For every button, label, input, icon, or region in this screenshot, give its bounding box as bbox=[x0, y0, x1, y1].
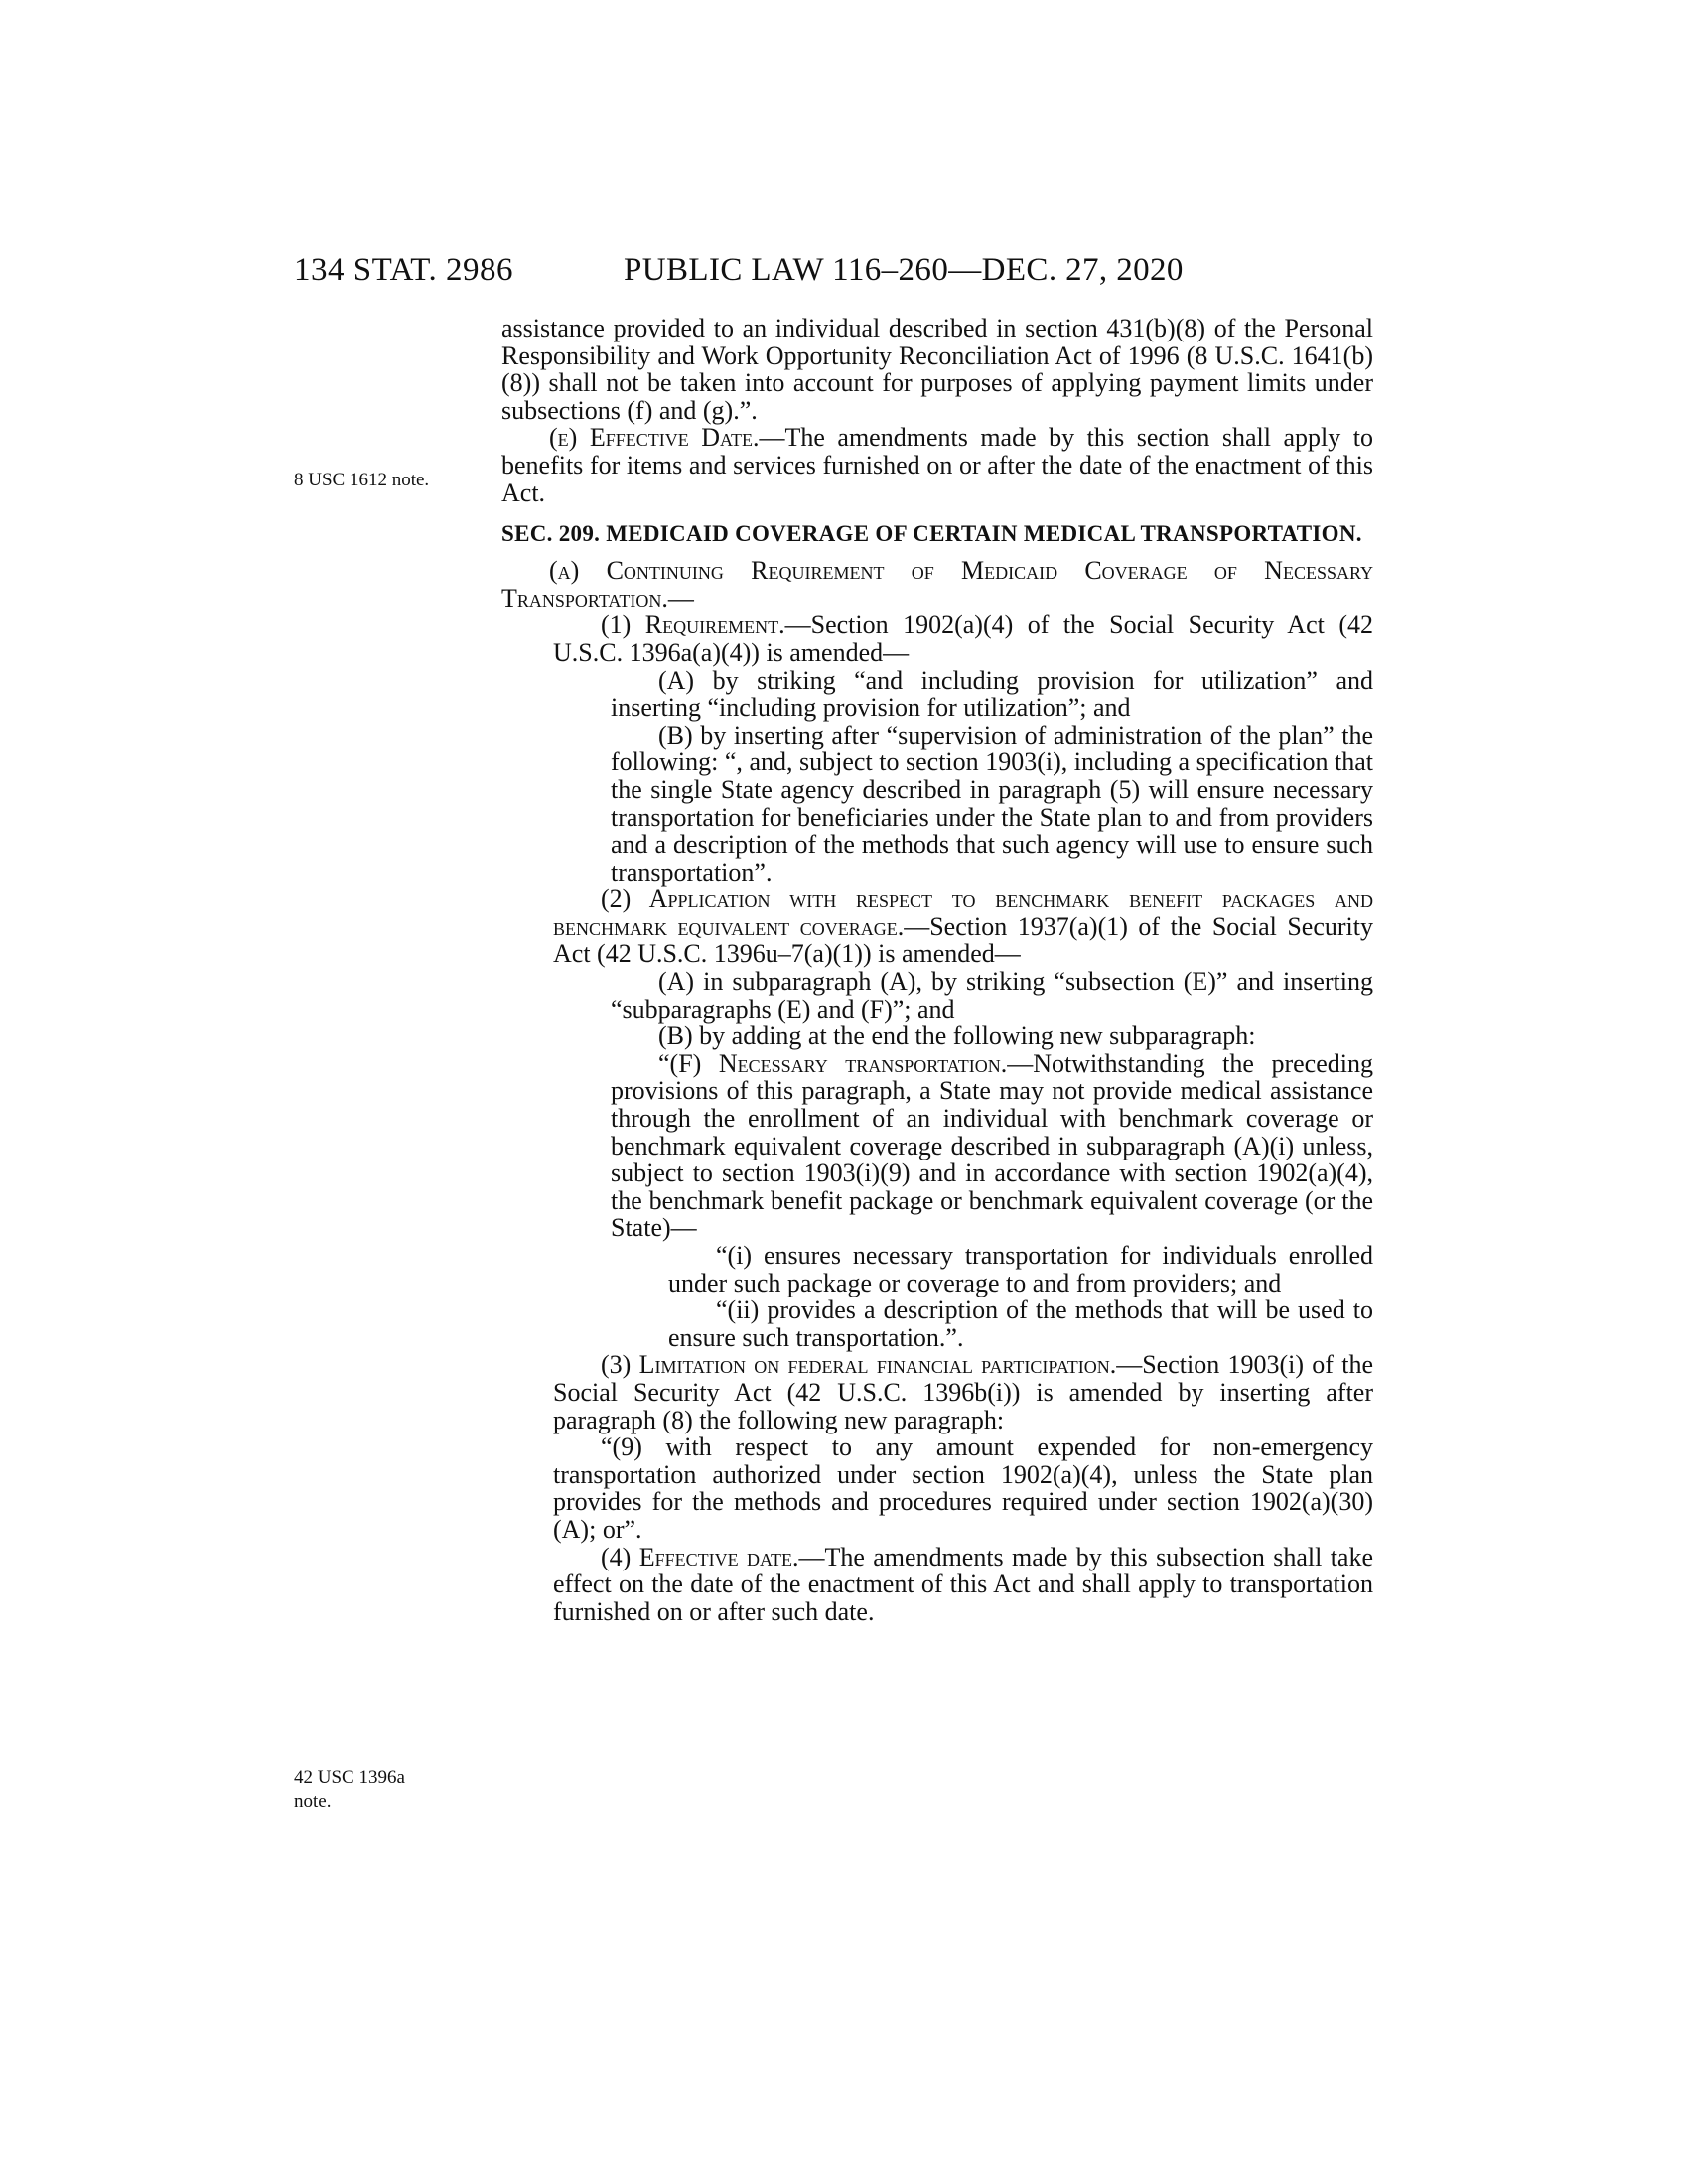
paragraph-a1-label: (1) Requirement bbox=[601, 611, 779, 640]
subsection-e-effective-date bbox=[501, 424, 1373, 506]
paragraph-a2-text: .—Section 1937(a)(1) of the Social Security Act (42 U.S.C. 1396u–7(a)(1)) is amended— bbox=[553, 911, 1373, 969]
paragraph-a1-text: .—Section 1902(a)(4) of the Social Security Act (42 U.S.C. 1396a(a)(4)) is amended— bbox=[553, 611, 1373, 667]
paragraph-a4-label: (4) Effective date bbox=[601, 1542, 792, 1571]
subparagraph-F-label: “(F) Necessary transportation bbox=[658, 1048, 1001, 1078]
subparagraph-F-text: .—Notwithstanding the preceding provisions of this paragraph, a State may not provide medical assistance through the enrollment of an individual with benchmark coverage or benchmark equivalent coverage described in subparagraph (A)(i) unless, subject to section 1903(i)(9) and in accordance with section 1902(a)(4), the benchmark benefit package or benchmark equivalent coverage (or the State)— bbox=[611, 1048, 1373, 1243]
subsection-e-label: (e) Effective Date bbox=[549, 423, 753, 453]
margin-note-line: 42 USC 1396a bbox=[294, 1767, 405, 1788]
paragraph-continuation: assistance provided to an individual described in section 431(b)(8) of the Personal Responsibility and Work Opportunity Reconciliation Act of 1996 (8 U.S.C. 1641(b)(8)) shall not be taken into account for purposes of applying payment limits under subsections (f) and (g).”. bbox=[501, 314, 1373, 425]
clause-i: “(i) ensures necessary transportation for individuals enrolled under such package or coverage to and from providers; and bbox=[668, 1241, 1373, 1297]
paragraph-a2-label: (2) Application with respect to benchmark benefit packages and benchmark equivalent coverage bbox=[553, 885, 1373, 941]
margin-note-line: note. bbox=[294, 1791, 332, 1812]
paragraph-a2 bbox=[501, 886, 1373, 968]
public-law-citation: PUBLIC LAW 116–260—DEC. 27, 2020 bbox=[624, 252, 1184, 288]
subparagraph-F-necessary-transportation bbox=[501, 1050, 1373, 1242]
margin-note-usc-1612: 8 USC 1612 note. bbox=[294, 470, 430, 490]
stat-page-number: 134 STAT. 2986 bbox=[294, 252, 514, 288]
section-209-heading: SEC. 209. MEDICAID COVERAGE OF CERTAIN MEDICAL TRANSPORTATION. bbox=[501, 521, 1362, 547]
paragraph-9-inserted: “(9) with respect to any amount expended for non-emergency transportation authorized under section 1902(a)(4), unless the State plan provides for the methods and procedures required under section 1902(a)(30)(A); or”. bbox=[553, 1433, 1373, 1544]
paragraph-a3-label: (3) Limitation on federal financial participation bbox=[601, 1350, 1110, 1380]
subsection-a-heading bbox=[501, 557, 1373, 612]
clause-ii: “(ii) provides a description of the methods that will be used to ensure such transportation.”. bbox=[668, 1296, 1373, 1352]
document-body bbox=[501, 315, 1373, 1625]
running-header bbox=[0, 250, 1688, 290]
subparagraph-a2B: (B) by adding at the end the following new subparagraph: bbox=[658, 1022, 1256, 1051]
paragraph-a3 bbox=[501, 1351, 1373, 1433]
subsection-e-text: .—The amendments made by this section shall apply to benefits for items and services furnished on or after the date of the enactment of this Act. bbox=[501, 423, 1373, 507]
subsection-a-label: (a) Continuing Requirement of Medicaid Coverage of Necessary Transportation bbox=[501, 556, 1373, 613]
subparagraph-a1A: (A) by striking “and including provision for utilization” and inserting “including provision for utilization”; and bbox=[611, 665, 1373, 723]
subparagraph-a1B: (B) by inserting after “supervision of administration of the plan” the following: “, and, subject to section 1903(i), including a specification that the single State agency described in paragraph (5) will ensure necessary transportation for beneficiaries under the State plan to and from providers and a description of the methods that such agency will use to ensure such transportation”. bbox=[611, 720, 1373, 887]
paragraph-a4 bbox=[501, 1544, 1373, 1626]
subsection-a-text: .— bbox=[661, 583, 694, 613]
paragraph-a3-text: .—Section 1903(i) of the Social Security Act (42 U.S.C. 1396b(i)) is amended by inserting after paragraph (8) the following new paragraph: bbox=[553, 1350, 1373, 1434]
subparagraph-a2A: (A) in subparagraph (A), by striking “subsection (E)” and inserting “subparagraphs (E) and (F)”; and bbox=[611, 967, 1373, 1024]
paragraph-a1 bbox=[501, 612, 1373, 666]
paragraph-a4-text: .—The amendments made by this subsection shall take effect on the date of the enactment of this Act and shall apply to transportation furnished on or after such date. bbox=[553, 1542, 1374, 1626]
margin-note-usc-1396a bbox=[294, 1766, 483, 1814]
